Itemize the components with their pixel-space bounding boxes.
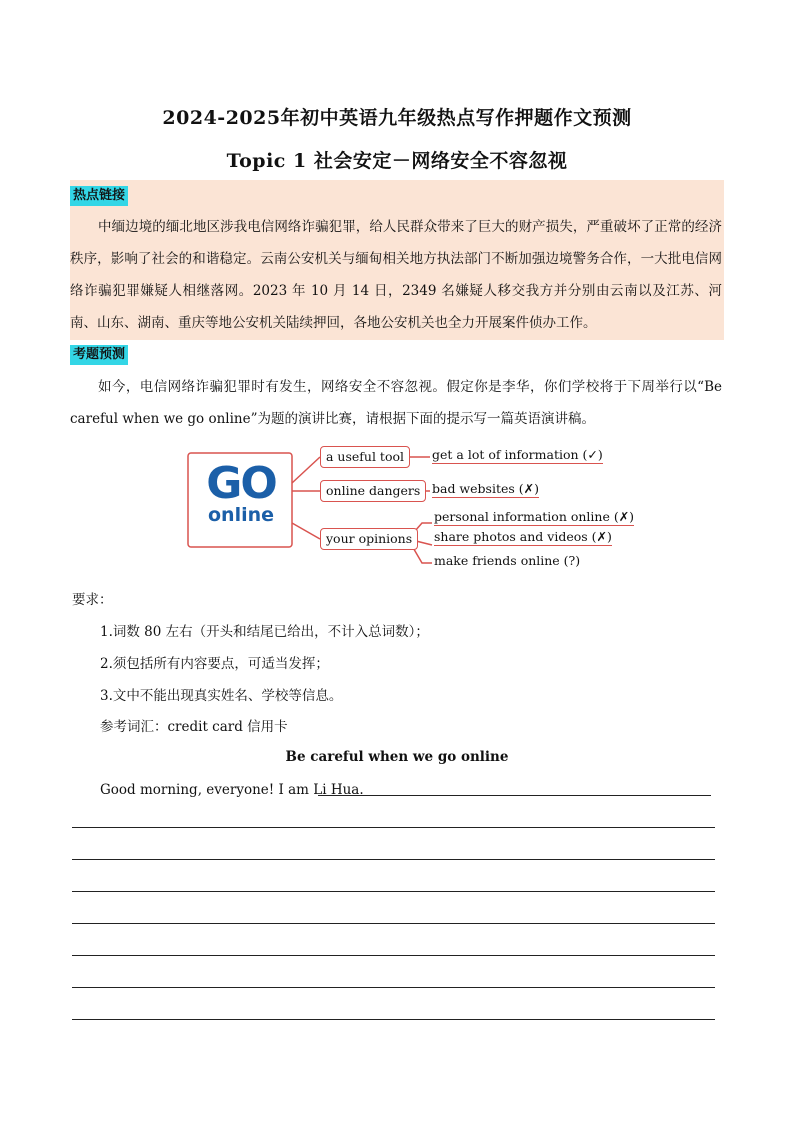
requirement-item-1: 1.词数 80 左右（开头和结尾已给出，不计入总词数）； bbox=[100, 624, 429, 640]
document-title: 2024-2025年初中英语九年级热点写作押题作文预测 bbox=[162, 107, 632, 129]
writing-line[interactable] bbox=[72, 827, 715, 828]
leaf-share-photos: share photos and videos (✗) bbox=[434, 529, 612, 544]
vocab-hint: 参考词汇：credit card 信用卡 bbox=[100, 719, 288, 735]
requirement-item-3: 3.文中不能出现真实姓名、学校等信息。 bbox=[100, 688, 343, 704]
branch-your-opinions: your opinions bbox=[320, 528, 418, 550]
logo-go-text: GO bbox=[206, 458, 276, 509]
requirement-item-2: 2.须包括所有内容要点，可适当发挥； bbox=[100, 656, 329, 672]
essay-opening: Good morning, everyone! I am Li Hua. bbox=[100, 782, 364, 798]
prediction-text: 如今，电信网络诈骗犯罪时有发生，网络安全不容忽视。假定你是李华，你们学校将于下周举行以“Be careful when we go online”为题的演讲比赛，请根据下面的提示写一篇英语演讲稿。 bbox=[70, 379, 722, 427]
writing-line[interactable] bbox=[318, 795, 711, 796]
prediction-tag: 考题预测 bbox=[70, 345, 128, 365]
leaf-personal-information: personal information online (✗) bbox=[434, 509, 635, 524]
go-online-logo bbox=[200, 458, 282, 541]
leaf-make-friends: make friends online (?) bbox=[434, 553, 581, 568]
leaf-get-information: get a lot of information (✓) bbox=[432, 447, 603, 462]
writing-line[interactable] bbox=[72, 923, 715, 924]
hotspot-text: 中缅边境的缅北地区涉我电信网络诈骗犯罪，给人民群众带来了巨大的财产损失，严重破坏了正常的经济秩序，影响了社会的和谐稳定。云南公安机关与缅甸相关地方执法部门不断加强边境警务合作，一大批电信网络诈骗犯罪嫌疑人相继落网。2023 年 10 月 14 日，2349 名嫌疑人移交我方并分别由云南以及江苏、河南、山东、湖南、重庆等地公安机关陆续押回，各地公安机关也全力开展案件侦办工作。 bbox=[70, 219, 722, 331]
branch-online-dangers: online dangers bbox=[320, 480, 426, 502]
writing-line[interactable] bbox=[72, 1019, 715, 1020]
hotspot-paragraph bbox=[70, 211, 722, 339]
mind-map-diagram bbox=[186, 443, 635, 573]
leaf-bad-websites: bad websites (✗) bbox=[432, 481, 539, 496]
requirements-heading: 要求： bbox=[72, 592, 113, 608]
logo-online-text: online bbox=[207, 504, 275, 526]
writing-line[interactable] bbox=[72, 891, 715, 892]
writing-line[interactable] bbox=[72, 955, 715, 956]
topic-title: Topic 1 社会安定－网络安全不容忽视 bbox=[226, 150, 568, 172]
prediction-paragraph bbox=[70, 371, 722, 435]
hotspot-tag: 热点链接 bbox=[70, 186, 128, 206]
writing-line[interactable] bbox=[72, 987, 715, 988]
writing-line[interactable] bbox=[72, 859, 715, 860]
essay-title: Be careful when we go online bbox=[285, 749, 509, 765]
branch-useful-tool: a useful tool bbox=[320, 446, 410, 468]
